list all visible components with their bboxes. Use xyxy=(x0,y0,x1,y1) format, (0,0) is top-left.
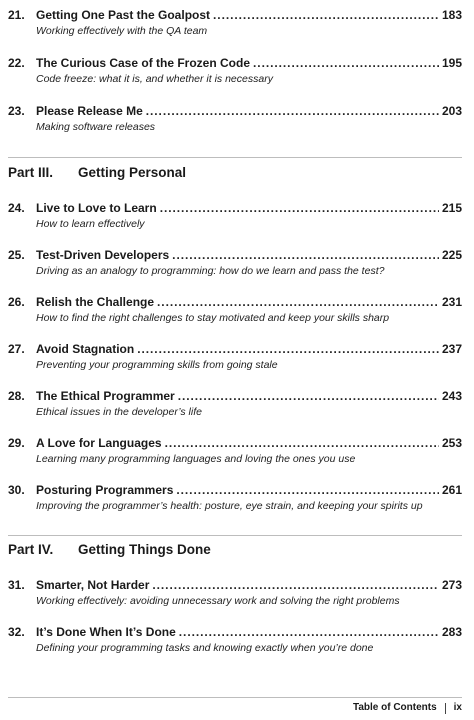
dot-leader xyxy=(165,436,439,450)
page-footer xyxy=(353,702,462,714)
part-title: Getting Personal xyxy=(78,165,187,180)
part-heading-iv xyxy=(8,542,462,558)
toc-entry-25 xyxy=(8,248,462,278)
entry-title: A Love for Languages xyxy=(36,436,162,450)
entry-page: 237 xyxy=(441,342,462,356)
entry-subtitle: Code freeze: what it is, and whether it is necessary xyxy=(36,73,273,85)
entry-number: 30. xyxy=(8,483,25,497)
footer-page-number: ix xyxy=(453,702,462,713)
entry-number: 22. xyxy=(8,56,25,70)
entry-subtitle: Working effectively with the QA team xyxy=(36,25,208,37)
dot-leader xyxy=(157,295,439,309)
dot-leader xyxy=(253,56,439,70)
entry-number: 24. xyxy=(8,201,25,215)
entry-title: Getting One Past the Goalpost xyxy=(36,8,211,22)
entry-title: The Ethical Programmer xyxy=(36,389,175,403)
entry-number: 27. xyxy=(8,342,25,356)
entry-page: 183 xyxy=(441,8,462,22)
entry-number: 21. xyxy=(8,8,25,22)
entry-subtitle: Working effectively: avoiding unnecessary work and solving the right problems xyxy=(36,595,400,607)
entry-subtitle: How to find the right challenges to stay motivated and keep your skills sharp xyxy=(36,312,390,324)
toc-entry-26 xyxy=(8,295,462,325)
entry-subtitle: Learning many programming languages and loving the ones you use xyxy=(36,453,356,465)
toc-entry-22 xyxy=(8,56,462,86)
dot-leader xyxy=(179,625,439,639)
toc-entry-31 xyxy=(8,578,462,608)
toc-entry-27 xyxy=(8,342,462,372)
entry-page: 215 xyxy=(441,201,462,215)
dot-leader xyxy=(146,104,439,118)
entry-page: 231 xyxy=(441,295,462,309)
entry-subtitle: Driving as an analogy to programming: how do we learn and pass the test? xyxy=(36,265,385,277)
entry-subtitle: How to learn effectively xyxy=(36,218,145,230)
toc-entry-29 xyxy=(8,436,462,466)
entry-subtitle: Ethical issues in the developer’s life xyxy=(36,406,202,418)
entry-page: 283 xyxy=(441,625,462,639)
entry-number: 23. xyxy=(8,104,25,118)
toc-entry-23 xyxy=(8,104,462,134)
part-label: Part III. xyxy=(8,165,54,180)
entry-number: 28. xyxy=(8,389,25,403)
entry-page: 225 xyxy=(441,248,462,262)
part-title: Getting Things Done xyxy=(78,542,211,557)
part-heading-iii xyxy=(8,165,462,181)
entry-page: 195 xyxy=(441,56,462,70)
dot-leader xyxy=(137,342,439,356)
entry-title: It’s Done When It’s Done xyxy=(36,625,176,639)
entry-title: The Curious Case of the Frozen Code xyxy=(36,56,251,70)
entry-title: Posturing Programmers xyxy=(36,483,174,497)
footer-divider xyxy=(8,697,462,698)
toc-entry-24 xyxy=(8,201,462,231)
entry-title: Relish the Challenge xyxy=(36,295,155,309)
entry-page: 261 xyxy=(441,483,462,497)
dot-leader xyxy=(152,578,439,592)
entry-subtitle: Preventing your programming skills from going stale xyxy=(36,359,278,371)
part-divider xyxy=(8,157,462,158)
entry-page: 203 xyxy=(441,104,462,118)
entry-number: 29. xyxy=(8,436,25,450)
entry-page: 273 xyxy=(441,578,462,592)
toc-entry-21 xyxy=(8,8,462,38)
dot-leader xyxy=(213,8,439,22)
entry-subtitle: Making software releases xyxy=(36,121,156,133)
dot-leader xyxy=(178,389,439,403)
entry-page: 243 xyxy=(441,389,462,403)
footer-separator xyxy=(445,703,446,714)
toc-entry-28 xyxy=(8,389,462,419)
entry-subtitle: Defining your programming tasks and knowing exactly when you’re done xyxy=(36,642,374,654)
entry-page: 253 xyxy=(441,436,462,450)
toc-entry-30 xyxy=(8,483,462,513)
entry-title: Avoid Stagnation xyxy=(36,342,135,356)
entry-number: 32. xyxy=(8,625,25,639)
toc-entry-32 xyxy=(8,625,462,655)
entry-number: 26. xyxy=(8,295,25,309)
entry-number: 31. xyxy=(8,578,25,592)
dot-leader xyxy=(160,201,439,215)
entry-title: Smarter, Not Harder xyxy=(36,578,150,592)
entry-number: 25. xyxy=(8,248,25,262)
footer-section-title: Table of Contents xyxy=(352,702,437,713)
part-divider xyxy=(8,535,462,536)
entry-title: Please Release Me xyxy=(36,104,143,118)
dot-leader xyxy=(172,248,439,262)
dot-leader xyxy=(176,483,439,497)
part-label: Part IV. xyxy=(8,542,54,557)
entry-title: Test-Driven Developers xyxy=(36,248,170,262)
entry-title: Live to Love to Learn xyxy=(36,201,157,215)
entry-subtitle: Improving the programmer’s health: posture, eye strain, and keeping your spirits up xyxy=(36,500,423,512)
